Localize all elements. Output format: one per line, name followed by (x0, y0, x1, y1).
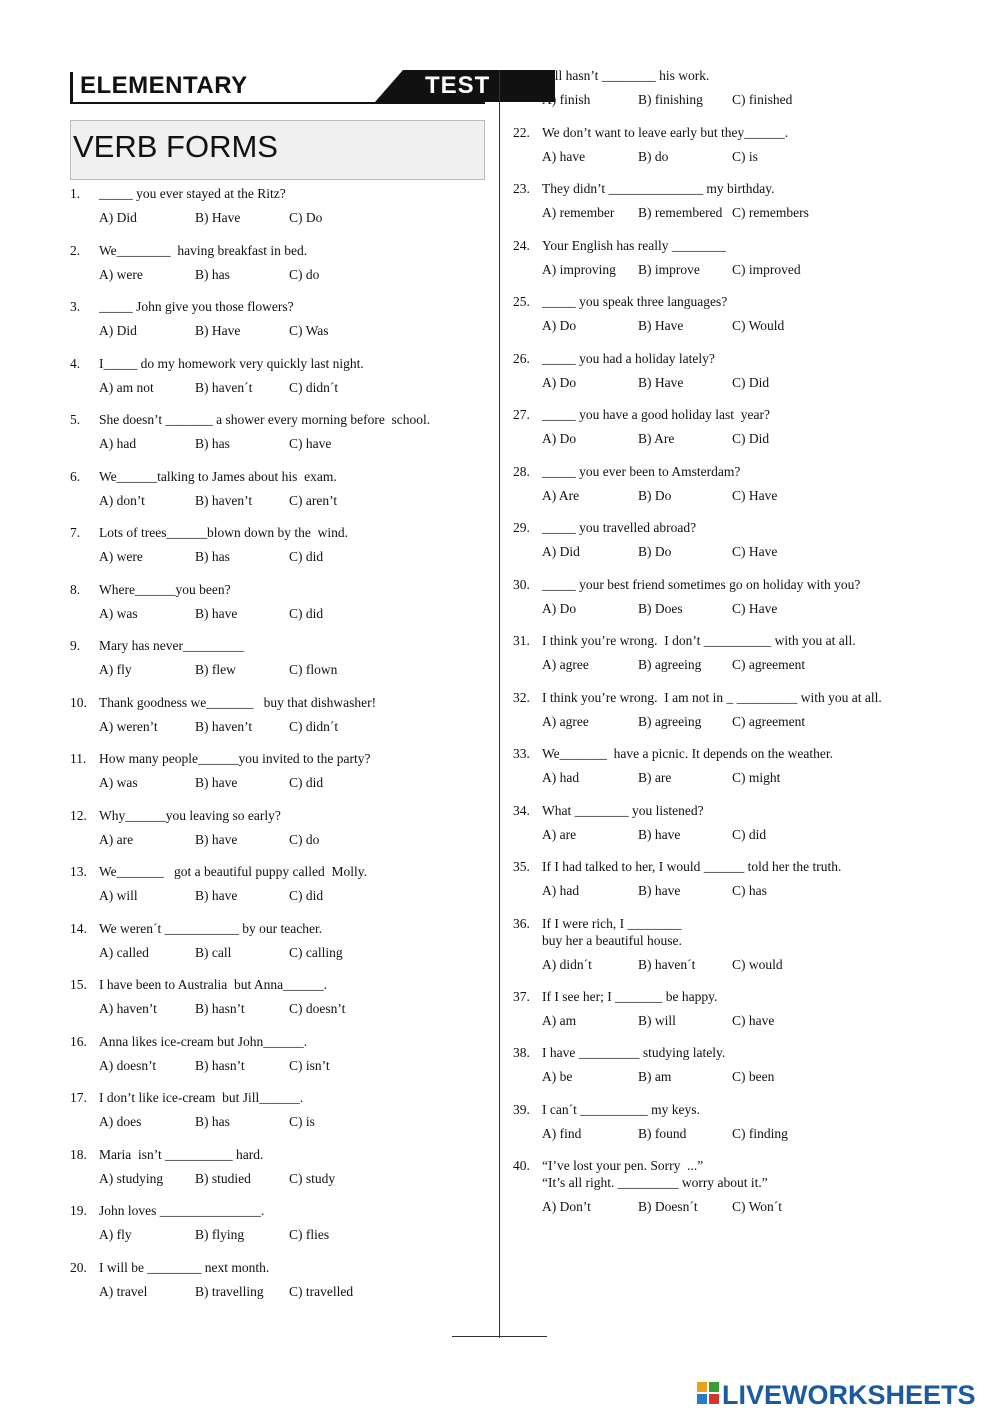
option-b[interactable]: B) travelling (195, 1283, 264, 1299)
question-number: 15. (70, 977, 87, 992)
question-number: 33. (513, 746, 530, 761)
option-b[interactable]: B) have (195, 888, 238, 903)
question-text: What ________ you listened? (542, 802, 704, 818)
option-a[interactable]: A) fly (99, 1227, 132, 1242)
option-a[interactable]: A) travel (99, 1283, 148, 1299)
option-c[interactable]: C) have (289, 436, 332, 451)
question-number: 18. (70, 1146, 87, 1162)
question-item (70, 1034, 490, 1091)
option-a[interactable]: A) Don’t (542, 1199, 591, 1214)
question-item (513, 1158, 933, 1231)
question-number: 14. (70, 920, 87, 936)
option-b[interactable]: B) am (638, 1069, 672, 1084)
column-divider (499, 70, 500, 1338)
question-number: 4. (70, 355, 81, 371)
title-box (70, 120, 485, 180)
option-b[interactable]: B) Do (638, 487, 672, 503)
option-b[interactable]: B) has (195, 1114, 230, 1129)
question-text: “I’ve lost your pen. Sorry ...” (542, 1158, 704, 1173)
question-text: If I were rich, I ________ (542, 915, 682, 931)
question-number: 10. (70, 694, 87, 710)
option-a[interactable]: A) was (99, 775, 138, 790)
question-text: John loves _______________. (99, 1203, 265, 1218)
question-item (513, 125, 933, 182)
option-c[interactable]: C) Have (732, 487, 778, 503)
question-number: 12. (70, 807, 87, 823)
option-a[interactable]: A) find (542, 1125, 582, 1141)
option-c[interactable]: C) isn’t (289, 1057, 330, 1073)
question-number: 25. (513, 294, 530, 309)
option-a[interactable]: A) Did (542, 544, 580, 559)
option-b[interactable]: B) are (638, 770, 672, 785)
option-c[interactable]: C) study (289, 1170, 336, 1186)
option-a[interactable]: A) be (542, 1069, 573, 1084)
question-item (70, 977, 490, 1034)
question-text: We_______ have a picnic. It depends on the weather. (542, 746, 833, 761)
question-text: Thank goodness we_______ buy that dishwasher! (99, 694, 377, 710)
option-a[interactable]: A) don’t (99, 492, 145, 508)
option-b[interactable]: B) Have (638, 318, 684, 333)
test-header (70, 70, 491, 104)
question-number: 27. (513, 407, 530, 422)
option-b[interactable]: B) do (638, 148, 669, 164)
option-c[interactable]: C) didn´t (289, 718, 339, 734)
option-a[interactable]: A) Do (542, 318, 577, 333)
option-c[interactable]: C) finished (732, 92, 793, 107)
option-b[interactable]: B) have (638, 826, 681, 842)
option-c[interactable]: C) agreement (732, 657, 806, 672)
option-c[interactable]: C) Have (732, 544, 778, 559)
question-text: Why______you leaving so early? (99, 807, 281, 823)
option-c[interactable]: C) might (732, 770, 781, 785)
option-a[interactable]: A) had (542, 883, 580, 898)
question-number: 34. (513, 802, 530, 818)
option-a[interactable]: A) finish (542, 92, 591, 107)
question-text: She doesn’t _______ a shower every morning before school. (99, 412, 431, 427)
option-c[interactable]: C) remembers (732, 205, 809, 220)
question-number: 38. (513, 1045, 530, 1060)
option-c[interactable]: C) Did (732, 374, 770, 390)
option-a[interactable]: A) Do (542, 431, 577, 446)
question-number: 32. (513, 689, 530, 705)
question-text: I think you’re wrong. I am not in _ _________ with you at all. (542, 689, 882, 705)
question-text: We don’t want to leave early but they______. (542, 124, 789, 140)
option-b[interactable]: B) agreeing (638, 657, 702, 672)
option-c[interactable]: C) Was (289, 323, 329, 338)
question-number: 13. (70, 864, 87, 879)
option-c[interactable]: C) doesn’t (289, 1001, 346, 1016)
question-number: 23. (513, 181, 530, 196)
option-c[interactable]: C) have (732, 1012, 775, 1028)
option-a[interactable]: A) called (99, 944, 149, 960)
option-b[interactable]: B) Are (638, 431, 675, 446)
option-b[interactable]: B) Do (638, 544, 672, 559)
option-c[interactable]: C) finding (732, 1125, 788, 1141)
question-item (70, 186, 490, 243)
option-b[interactable]: B) Have (195, 210, 241, 225)
question-number: 31. (513, 633, 530, 648)
question-number: 30. (513, 576, 530, 592)
option-b[interactable]: B) Have (638, 374, 684, 390)
option-c[interactable]: C) travelled (289, 1283, 354, 1299)
option-c[interactable]: C) Would (732, 318, 785, 333)
option-c[interactable]: C) calling (289, 944, 343, 960)
question-text: Lots of trees______blown down by the wind. (99, 525, 348, 540)
option-a[interactable]: A) remember (542, 205, 615, 220)
option-a[interactable]: A) agree (542, 713, 589, 729)
option-c[interactable]: C) is (732, 148, 758, 164)
option-a[interactable]: A) Do (542, 600, 577, 616)
questions-column-left (70, 186, 490, 1316)
logo-text: LIVEWORKSHEETS (722, 1380, 976, 1410)
option-b[interactable]: B) have (195, 831, 238, 847)
question-item (513, 407, 933, 464)
header-underline (70, 102, 485, 104)
question-number: 3. (70, 299, 81, 314)
option-a[interactable]: A) are (99, 831, 134, 847)
question-number: 8. (70, 581, 81, 597)
question-number: 20. (70, 1259, 87, 1275)
option-b[interactable]: B) have (195, 605, 238, 621)
question-text: I have _________ studying lately. (542, 1045, 726, 1060)
question-number: 5. (70, 412, 81, 427)
question-text: _____ you travelled abroad? (542, 520, 697, 535)
question-item (513, 1045, 933, 1102)
question-number: 40. (513, 1158, 530, 1173)
option-b[interactable]: B) have (638, 883, 681, 898)
option-b[interactable]: B) has (195, 266, 230, 282)
question-text: How many people______you invited to the party? (99, 751, 371, 766)
option-a[interactable]: A) doesn’t (99, 1057, 157, 1073)
question-number: 17. (70, 1090, 87, 1105)
option-b[interactable]: B) finishing (638, 92, 703, 107)
question-number: 28. (513, 463, 530, 479)
question-item (70, 582, 490, 639)
question-item (70, 412, 490, 469)
question-text: _____ you ever been to Amsterdam? (542, 463, 741, 479)
question-text: Anna likes ice-cream but John______. (99, 1033, 308, 1049)
question-text: We_______ got a beautiful puppy called Molly. (99, 864, 367, 879)
option-c[interactable]: C) Do (289, 210, 323, 225)
question-number: 36. (513, 915, 530, 931)
question-text: I will be ________ next month. (99, 1259, 270, 1275)
option-c[interactable]: C) agreement (732, 713, 806, 729)
question-item (70, 751, 490, 808)
question-number: 1. (70, 186, 81, 201)
page-title: VERB FORMS (73, 129, 278, 164)
option-c[interactable]: C) Did (732, 431, 770, 446)
option-a[interactable]: A) Did (99, 210, 137, 225)
option-b[interactable]: B) has (195, 549, 230, 564)
question-item (513, 1102, 933, 1159)
question-item (70, 695, 490, 752)
option-b[interactable]: B) Does (638, 600, 683, 616)
option-b[interactable]: B) found (638, 1125, 687, 1141)
option-a[interactable]: A) weren’t (99, 718, 158, 734)
option-b[interactable]: B) improve (638, 261, 700, 277)
question-item (513, 859, 933, 916)
option-b[interactable]: B) have (195, 775, 238, 790)
question-item (70, 1147, 490, 1204)
footer-rule (452, 1336, 547, 1337)
question-item (513, 351, 933, 408)
question-number: 29. (513, 520, 530, 535)
question-number: 21. (513, 68, 530, 83)
option-c[interactable]: C) did (289, 549, 324, 564)
question-text: We weren´t ___________ by our teacher. (99, 920, 323, 936)
question-number: 11. (70, 751, 87, 766)
option-b[interactable]: B) studied (195, 1170, 251, 1186)
question-number: 26. (513, 350, 530, 366)
header-left-bar (70, 72, 73, 102)
question-item (70, 921, 490, 978)
option-b[interactable]: B) call (195, 944, 232, 960)
question-item (513, 690, 933, 747)
option-b[interactable]: B) haven´t (638, 956, 696, 972)
option-c[interactable]: C) flies (289, 1227, 330, 1242)
option-b[interactable]: B) haven’t (195, 718, 253, 734)
question-text: I_____ do my homework very quickly last night. (99, 355, 364, 371)
question-item (70, 1203, 490, 1260)
question-item (513, 520, 933, 577)
option-a[interactable]: A) am (542, 1012, 577, 1028)
question-number: 7. (70, 525, 81, 540)
question-number: 39. (513, 1101, 530, 1117)
option-a[interactable]: A) had (99, 436, 137, 451)
option-a[interactable]: A) fly (99, 662, 132, 677)
option-a[interactable]: A) Do (542, 374, 577, 390)
question-text: I have been to Australia but Anna______. (99, 977, 327, 992)
header-test-tab (375, 70, 491, 102)
option-c[interactable]: C) is (289, 1114, 315, 1129)
option-c[interactable]: C) did (289, 888, 324, 903)
question-text: They didn’t ______________ my birthday. (542, 181, 775, 196)
question-number: 19. (70, 1203, 87, 1218)
question-text: _____ you ever stayed at the Ritz? (99, 186, 286, 201)
option-c[interactable]: C) has (732, 883, 767, 898)
option-a[interactable]: A) were (99, 266, 143, 282)
question-text: Mary has never_________ (99, 638, 244, 653)
question-item (513, 916, 933, 989)
option-a[interactable]: A) does (99, 1114, 142, 1129)
question-item (70, 525, 490, 582)
question-item (513, 989, 933, 1046)
question-item (513, 238, 933, 295)
question-item (70, 808, 490, 865)
option-c[interactable]: C) aren’t (289, 492, 338, 508)
option-b[interactable]: B) will (638, 1012, 676, 1028)
question-item (70, 638, 490, 695)
question-number: 2. (70, 242, 81, 258)
option-b[interactable]: B) has (195, 436, 230, 451)
option-c[interactable]: C) did (289, 605, 324, 621)
option-a[interactable]: A) agree (542, 657, 589, 672)
question-text-line2: “It’s all right. _________ worry about it.” (542, 1175, 768, 1190)
question-item (513, 577, 933, 634)
option-c[interactable]: C) did (289, 775, 324, 790)
question-item (513, 633, 933, 690)
question-text-line2: buy her a beautiful house. (542, 932, 682, 948)
option-a[interactable]: A) haven’t (99, 1001, 157, 1016)
question-number: 6. (70, 468, 81, 484)
question-number: 16. (70, 1033, 87, 1049)
option-a[interactable]: A) were (99, 549, 143, 564)
header-test-label: TEST (425, 72, 491, 99)
option-b[interactable]: B) haven’t (195, 492, 253, 508)
option-c[interactable]: C) did (732, 826, 767, 842)
question-text: I can´t __________ my keys. (542, 1101, 700, 1117)
option-b[interactable]: B) hasn’t (195, 1057, 245, 1073)
question-text: Maria isn’t __________ hard. (99, 1146, 264, 1162)
question-item (70, 1260, 490, 1317)
option-c[interactable]: C) didn´t (289, 379, 339, 395)
option-c[interactable]: C) do (289, 266, 320, 282)
question-text: _____ you had a holiday lately? (542, 350, 715, 366)
logo-icon (697, 1382, 719, 1404)
option-b[interactable]: B) hasn’t (195, 1001, 245, 1016)
option-a[interactable]: A) didn´t (542, 956, 592, 972)
option-a[interactable]: A) Did (99, 323, 137, 338)
questions-column-right (513, 68, 933, 1231)
option-a[interactable]: A) studying (99, 1170, 164, 1186)
option-b[interactable]: B) haven´t (195, 379, 253, 395)
question-item (70, 1090, 490, 1147)
option-c[interactable]: C) improved (732, 261, 801, 277)
question-text: _____ John give you those flowers? (99, 299, 294, 314)
question-number: 35. (513, 859, 530, 874)
option-c[interactable]: C) Have (732, 600, 778, 616)
question-number: 9. (70, 638, 81, 653)
question-text: We________ having breakfast in bed. (99, 242, 308, 258)
question-number: 24. (513, 237, 530, 253)
question-item (513, 803, 933, 860)
option-c[interactable]: C) been (732, 1069, 775, 1084)
option-a[interactable]: A) will (99, 888, 138, 903)
option-a[interactable]: A) had (542, 770, 580, 785)
option-a[interactable]: A) are (542, 826, 577, 842)
question-number: 37. (513, 988, 530, 1004)
question-text: I don’t like ice-cream but Jill______. (99, 1090, 304, 1105)
question-text: _____ you have a good holiday last year? (542, 407, 770, 422)
question-item (70, 243, 490, 300)
option-b[interactable]: B) Have (195, 323, 241, 338)
question-item (70, 864, 490, 921)
option-c[interactable]: C) Won´t (732, 1199, 783, 1214)
question-text: Your English has really ________ (542, 237, 726, 253)
option-b[interactable]: B) flying (195, 1227, 245, 1242)
option-b[interactable]: B) agreeing (638, 713, 702, 729)
question-text: Where______you been? (99, 581, 231, 597)
question-item (513, 181, 933, 238)
question-text: If I see her; I _______ be happy. (542, 988, 718, 1004)
option-b[interactable]: B) Doesn´t (638, 1199, 698, 1214)
question-number: 22. (513, 124, 530, 140)
option-a[interactable]: A) was (99, 605, 138, 621)
option-b[interactable]: B) flew (195, 662, 236, 677)
question-item (513, 294, 933, 351)
question-item (70, 299, 490, 356)
question-text: If I had talked to her, I would ______ told her the truth. (542, 859, 842, 874)
question-text: We______talking to James about his exam. (99, 468, 337, 484)
question-item (513, 464, 933, 521)
question-item (513, 746, 933, 803)
question-text: Bill hasn’t ________ his work. (542, 68, 710, 83)
question-item (513, 68, 933, 125)
option-b[interactable]: B) remembered (638, 205, 723, 220)
option-c[interactable]: C) flown (289, 662, 338, 677)
question-item (70, 469, 490, 526)
option-c[interactable]: C) do (289, 831, 320, 847)
option-a[interactable]: A) am not (99, 379, 154, 395)
option-c[interactable]: C) would (732, 956, 783, 972)
question-item (70, 356, 490, 413)
question-text: _____ your best friend sometimes go on holiday with you? (542, 576, 861, 592)
header-elementary: ELEMENTARY (80, 72, 248, 99)
option-a[interactable]: A) have (542, 148, 586, 164)
question-text: _____ you speak three languages? (542, 294, 728, 309)
option-a[interactable]: A) Are (542, 487, 580, 503)
option-a[interactable]: A) improving (542, 261, 616, 277)
question-text: I think you’re wrong. I don’t __________ with you at all. (542, 633, 856, 648)
